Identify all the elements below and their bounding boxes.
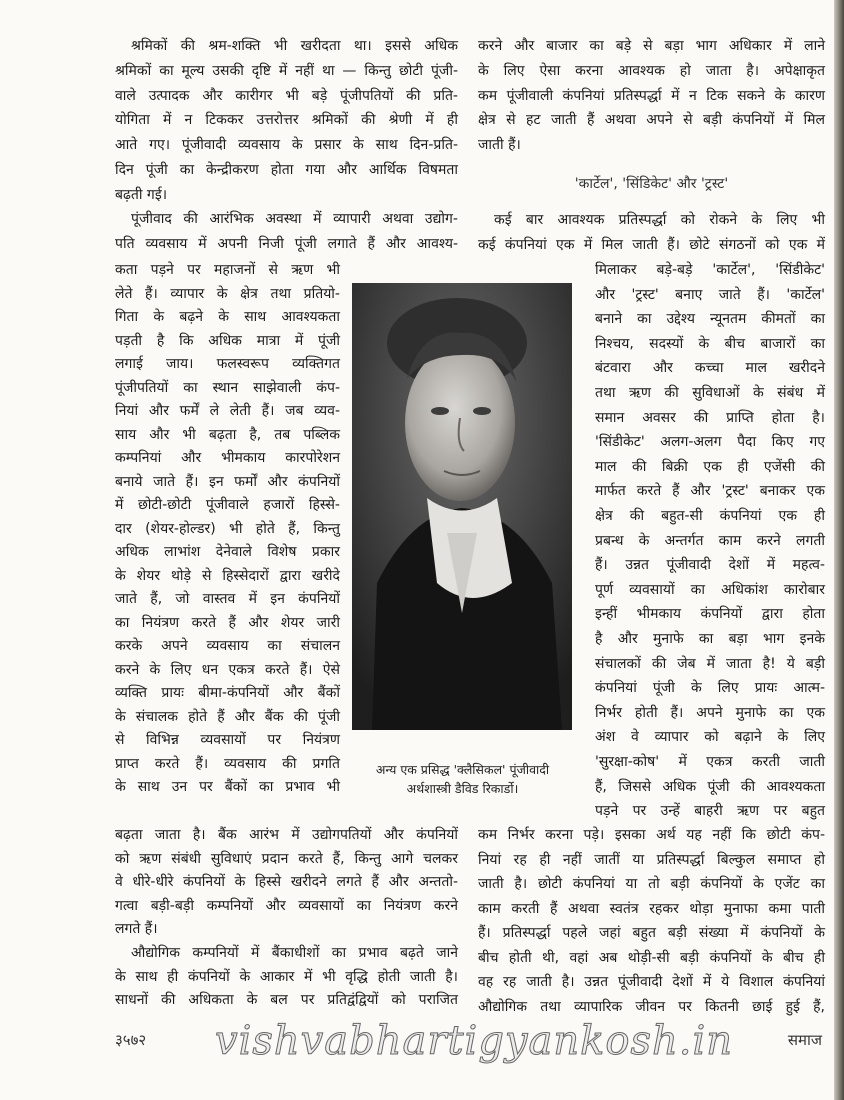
text-line: मिलाकर बड़े-बड़े 'कार्टेल', 'सिंडीकेट' [595,262,825,278]
text-line: हैं। उन्नत पूंजीवादी देशों में महत्व- [595,557,825,574]
text-line: में छोटी-छोटी पूंजीवाले हजारों हिस्से- [115,497,340,513]
text-line: कई बार आवश्यक प्रतिस्पर्द्धा को रोकने के लिए भी [494,212,825,228]
text-line: पड़ती है कि अधिक मात्रा में पूंजी [115,332,340,349]
text-line: के लिए ऐसा करना आवश्यक हो जाता है। अपेक्षाकृत [478,62,825,79]
figure-caption [330,760,595,798]
text-line: जाते हैं, जो वास्तव में इन कंपनियों [115,591,340,607]
text-line: कंपनियां पूंजी के लिए प्रायः आत्म- [595,680,825,697]
text-line: साधनों की अधिकता के बल पर प्रतिद्वंद्वियों को पराजित [115,992,458,1009]
text-line: माल की बिक्री एक ही एजेंसी की [595,458,825,475]
text-line: प्राप्त करते हैं। व्यवसाय की प्रगति [115,755,340,772]
text-line: पड़ने पर उन्हें बाहरी ऋण पर बहुत [595,803,825,820]
text-line: बढ़ता जाता है। बैंक आरंभ में उद्योगपतियों और कंपनियों [115,827,458,843]
section-heading: 'कार्टेल', 'सिंडिकेट' और 'ट्रस्ट' [574,176,729,192]
text-line: क्षेत्र की बहुत-सी कंपनियां एक ही [595,508,825,524]
running-footer-section: समाज [787,1031,822,1049]
text-line: समान अवसर की प्राप्ति होता है। [595,409,825,426]
text-line: बंटवारा और कच्चा माल खरीदने [595,360,825,377]
text-line: निश्चय, सदस्यों के बीच बाजारों का [595,335,825,352]
text-line: जाती हैं। [478,137,521,153]
text-line: जाती है। छोटी कंपनियां या तो बड़ी कंपनियों के एजेंट का [478,876,825,892]
text-line: के संचालक होते हैं और बैंक की पूंजी [115,708,340,725]
text-line: बनाये जाते हैं। इन फर्मों और कंपनियों [115,473,340,490]
text-line: वे धीरे-धीरे कंपनियों के हिस्से खरीदने लगते हैं और अन्ततो- [115,874,458,891]
text-line: मार्फत करते हैं और 'ट्रस्ट' बनाकर एक [595,483,825,500]
text-line: संचालकों की जेब में जाता है! ये बड़ी [595,655,825,672]
text-line: आते गए। पूंजीवादी व्यवसाय के प्रसार के साथ दिन-प्रति- [115,137,458,153]
text-line: कता पड़ने पर महाजनों से ऋण भी [115,262,340,278]
text-line: 'सिंडीकेट' अलग-अलग पैदा किए गए [595,434,825,451]
text-line: कम पूंजीवाली कंपनियां प्रतिस्पर्द्धा में न टिक सकने के कारण [478,87,825,104]
text-line: और 'ट्रस्ट' बनाए जाते हैं। 'कार्टेल' [595,286,825,303]
text-line: कम निर्भर करना पड़े। इसका अर्थ यह नहीं कि छोटी कंप- [478,827,825,843]
text-line: इन्हीं भीमकाय कंपनियों द्वारा होता [595,606,825,623]
text-line: का नियंत्रण करते हैं और शेयर जारी [115,614,340,631]
text-line: औद्योगिक कम्पनियों में बैंकाधीशों का प्रभाव बढ़ते जाने [131,945,458,961]
watermark: vishvabhartigyankosh.in [215,1018,734,1064]
text-line: हैं, जिससे अधिक पूंजी की आवश्यकता [595,778,825,795]
text-line: लगाई जाय। फलस्वरूप व्यक्तिगत [115,356,340,372]
text-line: व्यक्ति प्रायः बीमा-कंपनियों और बैंकों [115,685,340,701]
text-line: पूंजीपतियों का स्थान साझेवाली कंप- [115,379,340,396]
text-line: नियां और फर्में ले लेती हैं। जब व्यव- [115,403,340,419]
text-line: वाले उत्पादक और कारीगर भी बड़े पूंजीपतियों की प्रति- [115,87,458,104]
text-line: के साथ उन पर बैंकों का प्रभाव भी [115,779,340,795]
text-line: करके अपने व्यवसाय का संचालन [115,638,340,654]
text-line: लेते हैं। व्यापार के क्षेत्र तथा प्रतियो- [115,285,340,302]
text-line: दिन पूंजी का केन्द्रीकरण होता गया और आर्थिक विषमता [115,161,458,178]
text-line: कई कंपनियां एक में मिल जाती हैं। छोटे संगठनों को एक में [478,236,825,253]
text-line: है और मुनाफे का बड़ा भाग इनके [595,631,825,647]
text-line: निर्भर होती हैं। अपने मुनाफे का एक [595,704,825,721]
text-line: क्षेत्र से हट जाती हैं अथवा अपने से बड़ी कंपनियों में मिल [478,112,825,129]
text-line: 'सुरक्षा-कोष' में एकत्र करती जाती [595,754,825,770]
text-line: श्रमिकों की श्रम-शक्ति भी खरीदता था। इससे अधिक [131,38,458,54]
text-line: के शेयर थोड़े से हिस्सेदारों द्वारा खरीदे [115,567,340,584]
text-line: साय और भी बढ़ता है, तब पब्लिक [115,426,340,443]
text-line: कम्पनियां और भीमकाय कारपोरेशन [115,450,340,466]
text-line: बनाने का उद्देश्य न्यूनतम कीमतों का [595,311,825,328]
text-line: पति व्यवसाय में अपनी निजी पूंजी लगाते हैं और आवश्य- [115,236,458,252]
portrait-david-ricardo [352,283,572,730]
text-line: बीच होती थी, वहां अब थोड़ी-सी बड़ी कंपनियों के बीच ही [478,949,825,966]
text-line: पूर्ण व्यवसायों का अधिकांश कारोबार [595,581,825,598]
text-line: से विभिन्न व्यवसायों पर नियंत्रण [115,732,340,748]
text-line: काम करती हैं अथवा स्वतंत्र रहकर थोड़ा मुनाफा कमा पाती [478,900,825,917]
text-line: प्रबन्ध के अन्तर्गत काम करने लगती [595,532,825,549]
text-line: योगिता में न टिककर उत्तरोत्तर श्रमिकों की श्रेणी में ही [115,112,458,129]
text-line: बढ़ती गई। [115,186,167,203]
text-line: गिता के बढ़ने के साथ आवश्यकता [115,309,340,325]
text-line: दार (शेयर-होल्डर) भी होते हैं, किन्तु [115,520,340,537]
page-number: ३५७२ [115,1031,147,1049]
text-line: लगते हैं। [115,921,158,938]
text-line: को ऋण संबंधी सुविधाएं प्रदान करते हैं, किन्तु आगे चलकर [115,850,458,867]
text-line: के साथ ही कंपनियों के आकार में भी वृद्धि होती जाती है। [115,968,458,985]
text-line: अधिक लाभांश देनेवाले विशेष प्रकार [115,544,340,560]
text-line: पूंजीवाद की आरंभिक अवस्था में व्यापारी अथवा उद्योग- [131,211,458,228]
text-line: औद्योगिक तथा व्यापारिक जीवन पर कितनी छाई हुई हैं, [478,998,825,1015]
text-line: नियां रह ही नहीं जातीं या प्रतिस्पर्द्धा बिल्कुल समाप्त हो [478,851,825,868]
caption-line-2: अर्थशास्त्री डैविड रिकार्डो। [406,781,519,796]
text-line: करने के लिए धन एकत्र करते हैं। ऐसे [115,661,340,678]
text-line: तथा ऋण की सुविधाओं के संबंध में [595,385,825,401]
text-line: अंश वे व्यापार को बढ़ाने के लिए [595,729,825,746]
text-line: करने और बाजार का बड़े से बड़ा भाग अधिकार में लाने [478,38,825,54]
text-line: गत्वा बड़ी-बड़ी कम्पनियों और व्यवसायों का नियंत्रण करने [115,897,458,914]
text-line: श्रमिकों का मूल्य उसकी दृष्टि में नहीं था — किन्तु छोटी पूंजी- [115,62,458,79]
text-line: हैं। प्रतिस्पर्द्धा पहले जहां बहुत बड़ी संख्या में कंपनियों के [478,925,825,941]
book-binding-edge [834,0,844,1100]
text-line: वह रह जाती है। उन्नत पूंजीवादी देशों में ये विशाल कंपनियां [478,974,825,990]
caption-line-1: अन्य एक प्रसिद्ध 'क्लैसिकल' पूंजीवादी [375,762,550,777]
